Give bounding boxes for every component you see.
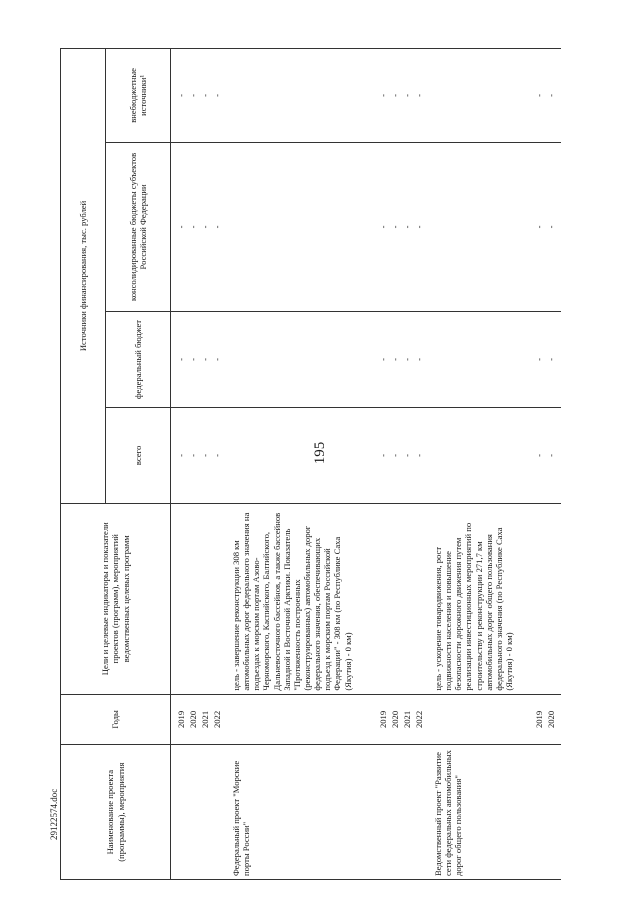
dash-value: - [188, 225, 198, 229]
dash-value: - [546, 225, 556, 229]
dash-value: - [176, 93, 186, 97]
dash-value: - [546, 358, 556, 361]
dash-value: - [200, 93, 210, 97]
regional-cell [227, 142, 429, 311]
dash-value: - [378, 453, 388, 457]
dash-value: - [176, 358, 186, 361]
year-value: 2019 [378, 710, 388, 729]
dash-value: - [176, 225, 186, 229]
dash-value: - [200, 225, 210, 229]
dash-value: - [534, 93, 544, 97]
dash-value: - [188, 358, 198, 361]
col-regional-header: консолидированные бюджеты субъектов Российской Федерации [106, 142, 171, 311]
col-years-header: Годы [61, 694, 171, 745]
federal-cell [171, 312, 228, 408]
regional-cell [171, 142, 228, 311]
table-row [171, 49, 228, 880]
dash-value: - [390, 358, 400, 361]
financing-table [60, 48, 561, 880]
dash-value: - [188, 93, 198, 97]
col-name-header: Наименование проекта (программы), мероприятия [61, 745, 171, 880]
page-number: 195 [311, 441, 328, 465]
dash-value: - [176, 453, 186, 457]
dash-value: - [414, 358, 424, 361]
dash-value: - [414, 225, 424, 229]
dash-value: - [402, 358, 412, 361]
dash-value: - [414, 93, 424, 97]
goals-cell [171, 503, 228, 694]
dash-value: - [534, 358, 544, 361]
col-extra-header: внебюджетные источники¹ [106, 49, 171, 143]
dash-value: - [200, 358, 210, 361]
dash-value: - [212, 453, 222, 457]
federal-cell [227, 312, 429, 408]
goals-cell: цель - ускорение товародвижения, рост подвижности населения и повышение безопасности дорожного движения путем реализации инвестиционных мероприятий по строительству и реконструкции 271,7 км автомобильных дорог общего пользования федерального значения (по Республике Саха (Якутия) - 0 км) [429, 503, 561, 694]
dash-value: - [390, 225, 400, 229]
year-value: 2021 [402, 710, 412, 729]
col-sources-header: Источники финансирования, тыс. рублей [61, 49, 106, 504]
year-value: 2020 [390, 710, 400, 729]
regional-cell [429, 142, 561, 311]
year-value: 2020 [188, 710, 198, 729]
dash-value: - [402, 93, 412, 97]
years-cell [429, 694, 561, 745]
year-value: 2022 [212, 710, 222, 729]
dash-value: - [534, 453, 544, 457]
table-row [429, 49, 561, 880]
extra-cell [429, 49, 561, 143]
financing-table-page [60, 48, 580, 880]
project-name-cell [171, 745, 228, 880]
col-total-header: всего [106, 407, 171, 503]
federal-cell [429, 312, 561, 408]
table-row [227, 49, 429, 880]
dash-value: - [390, 453, 400, 457]
year-value: 2019 [534, 710, 544, 729]
dash-value: - [188, 453, 198, 457]
project-name-cell: Федеральный проект "Морские порты России" [227, 745, 429, 880]
dash-value: - [212, 358, 222, 361]
dash-value: - [546, 453, 556, 457]
year-value: 2022 [414, 710, 424, 729]
total-cell [429, 407, 561, 503]
total-cell [171, 407, 228, 503]
dash-value: - [378, 93, 388, 97]
project-name-cell: Ведомственный проект "Развитие сети федеральных автомобильных дорог общего пользования" [429, 745, 561, 880]
extra-cell [227, 49, 429, 143]
dash-value: - [414, 453, 424, 457]
years-cell [227, 694, 429, 745]
dash-value: - [390, 93, 400, 97]
col-goals-header: Цели и целевые индикаторы и показатели проектов (программ), мероприятий ведомственных целевых программ [61, 503, 171, 694]
dash-value: - [534, 225, 544, 229]
year-value: 2019 [176, 710, 186, 729]
year-value: 2020 [546, 710, 556, 729]
year-value: 2021 [200, 710, 210, 729]
dash-value: - [212, 225, 222, 229]
col-federal-header: федеральный бюджет [106, 312, 171, 408]
dash-value: - [212, 93, 222, 97]
total-cell [227, 407, 429, 503]
dash-value: - [546, 93, 556, 97]
dash-value: - [378, 225, 388, 229]
dash-value: - [402, 453, 412, 457]
dash-value: - [200, 453, 210, 457]
document-file-code: 29122574.doc [49, 788, 59, 840]
years-cell [171, 694, 228, 745]
goals-cell: цель - завершение реконструкции 308 км автомобильных дорог федерального значения на подъездах к морским портам Азово-Черноморского, Каспийского, Балтийского, Дальневосточного бассейнов, а также бассейнов Западной и Восточной Арктики. Показатель "Протяженность построенных (реконструированных) автомобильных дорог федерального значения, обеспечивающих подъезд к морским портам Российской Федерации" - 308 км (по Республике Саха (Якутия) - 0 км) [227, 503, 429, 694]
extra-cell [171, 49, 228, 143]
dash-value: - [378, 358, 388, 361]
dash-value: - [402, 225, 412, 229]
